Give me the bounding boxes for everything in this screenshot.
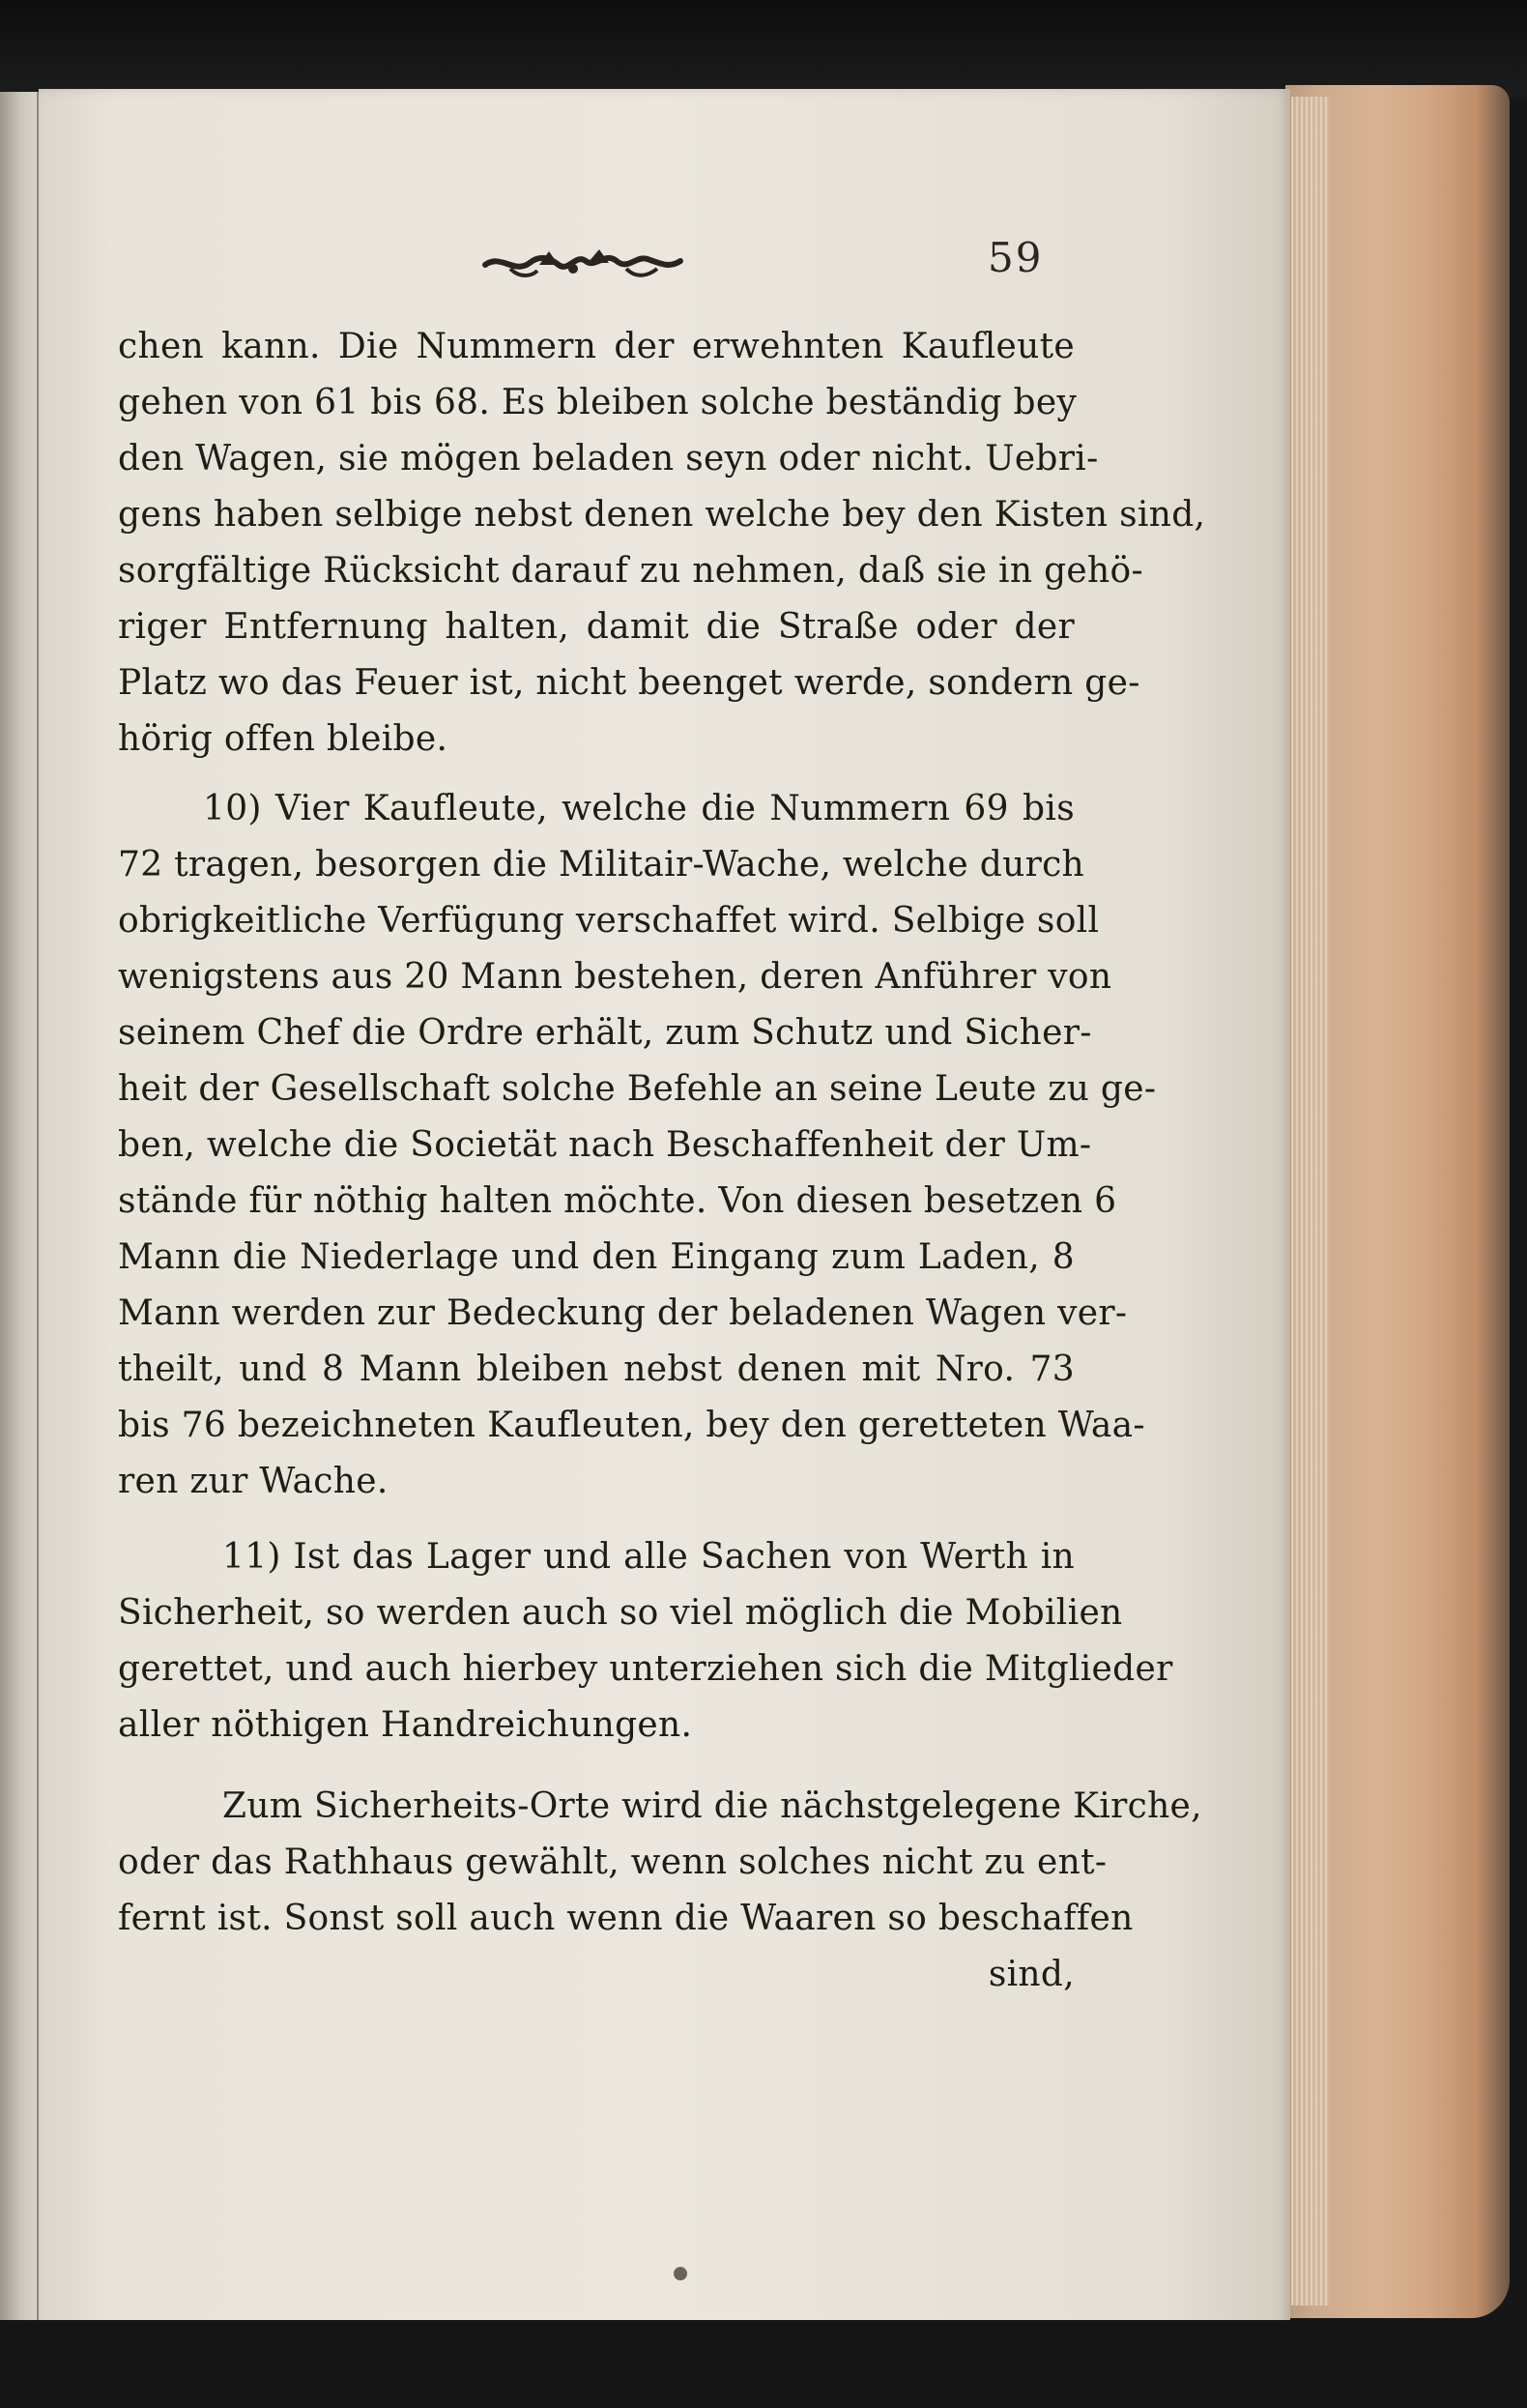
text-line: bis 76 bezeichneten Kaufleuten, bey den geretteten Waa- xyxy=(118,1406,1145,1445)
text-line: ren zur Wache. xyxy=(118,1462,389,1501)
text-line: riger Entfernung halten, damit die Straße oder der xyxy=(118,607,1075,647)
text-line: hörig offen bleibe. xyxy=(118,719,448,759)
text-line: seinem Chef die Ordre erhält, zum Schutz und Sicher- xyxy=(118,1013,1092,1053)
left-page-edge xyxy=(0,92,39,2344)
page-stack-edges xyxy=(1291,97,1330,2306)
text-line: wenigstens aus 20 Mann bestehen, deren Anführer von xyxy=(118,957,1112,997)
text-line: chen kann. Die Nummern der erwehnten Kaufleute xyxy=(118,327,1075,366)
text-line: obrigkeitliche Verfügung verschaffet wird. Selbige soll xyxy=(118,901,1100,941)
text-line: fernt ist. Sonst soll auch wenn die Waaren so beschaffen xyxy=(118,1899,1134,1938)
ink-dot xyxy=(674,2267,687,2280)
text-line: 10) Vier Kaufleute, welche die Nummern 69 bis xyxy=(203,789,1075,828)
text-line: theilt, und 8 Mann bleiben nebst denen mit Nro. 73 xyxy=(118,1349,1075,1389)
text-line: stände für nöthig halten möchte. Von diesen besetzen 6 xyxy=(118,1181,1117,1221)
catchword: sind, xyxy=(988,1955,1075,1994)
page-number: 59 xyxy=(988,234,1044,281)
text-line: aller nöthigen Handreichungen. xyxy=(118,1705,693,1745)
text-line: Mann werden zur Bedeckung der beladenen Wagen ver- xyxy=(118,1293,1128,1333)
text-line: ben, welche die Societät nach Beschaffenheit der Um- xyxy=(118,1125,1092,1165)
text-line: Mann die Niederlage und den Eingang zum Laden, 8 xyxy=(118,1237,1075,1277)
text-line: 11) Ist das Lager und alle Sachen von Werth in xyxy=(222,1537,1075,1577)
fleuron-ornament-icon xyxy=(481,240,684,290)
background-top xyxy=(0,0,1527,97)
text-line: oder das Rathhaus gewählt, wenn solches nicht zu ent- xyxy=(118,1842,1108,1882)
text-line: heit der Gesellschaft solche Befehle an seine Leute zu ge- xyxy=(118,1069,1157,1109)
text-line: sorgfältige Rücksicht darauf zu nehmen, daß sie in gehö- xyxy=(118,551,1143,591)
text-line: Zum Sicherheits-Orte wird die nächstgelegene Kirche, xyxy=(222,1786,1202,1826)
text-line: gehen von 61 bis 68. Es bleiben solche beständig bey xyxy=(118,383,1078,422)
text-line: Platz wo das Feuer ist, nicht beenget werde, sondern ge- xyxy=(118,663,1140,703)
text-line: 72 tragen, besorgen die Militair-Wache, welche durch xyxy=(118,845,1085,885)
background-bottom xyxy=(0,2320,1527,2408)
text-line: den Wagen, sie mögen beladen seyn oder nicht. Uebri- xyxy=(118,439,1099,479)
text-line: Sicherheit, so werden auch so viel möglich die Mobilien xyxy=(118,1593,1123,1633)
text-line: gerettet, und auch hierbey unterziehen sich die Mitglieder xyxy=(118,1649,1173,1689)
text-line: gens haben selbige nebst denen welche bey den Kisten sind, xyxy=(118,495,1206,535)
